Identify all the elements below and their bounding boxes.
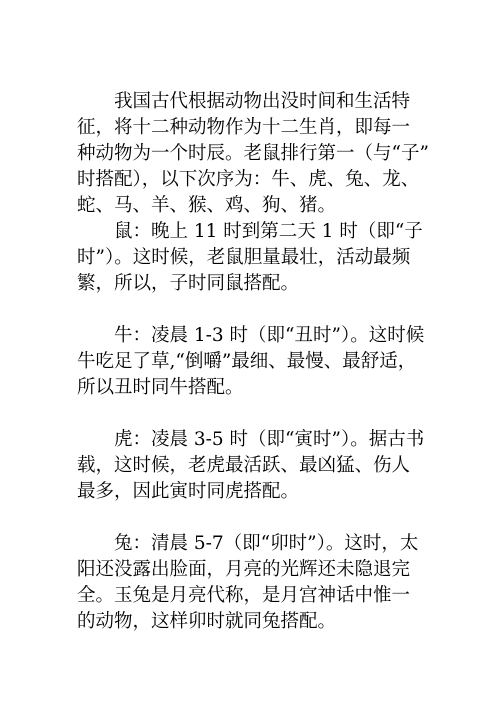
text-line: 虎：凌晨 3-5 时（即“寅时”）。据古书 xyxy=(77,429,425,450)
text-line: 所以丑时同牛搭配。 xyxy=(77,377,244,398)
text-line: 牛：凌晨 1-3 时（即“丑时”）。这时候 xyxy=(77,325,425,346)
text-line: 鼠：晚上 11 时到第二天 1 时（即“子 xyxy=(77,221,423,242)
paragraph-tiger xyxy=(77,427,437,505)
text-line: 载，这时候，老虎最活跃、最凶猛、伤人 xyxy=(77,455,411,476)
text-line: 兔：清晨 5-7（即“卯时”）。这时，太 xyxy=(77,533,419,554)
text-line: 全。玉兔是月亮代称，是月宫神话中惟一 xyxy=(77,585,411,606)
text-line: 阳还没露出脸面，月亮的光辉还未隐退完 xyxy=(77,559,411,580)
text-line: 我国古代根据动物出没时间和生活特 xyxy=(77,91,411,112)
text-line: 种动物为一个时辰。老鼠排行第一（与“子” xyxy=(77,143,429,164)
text-line: 时”）。这时候，老鼠胆量最壮，活动最频 xyxy=(77,247,411,268)
text-line: 的动物，这样卯时就同兔搭配。 xyxy=(77,611,337,632)
text-line: 最多，因此寅时同虎搭配。 xyxy=(77,481,300,502)
text-line: 牛吃足了草,“倒嚼”最细、最慢、最舒适， xyxy=(77,351,417,372)
text-line: 繁，所以，子时同鼠搭配。 xyxy=(77,273,300,294)
paragraph-rat xyxy=(77,219,437,297)
text-line: 征，将十二种动物作为十二生肖，即每一 xyxy=(77,117,411,138)
text-line: 蛇、马、羊、猴、鸡、狗、猪。 xyxy=(77,195,337,216)
paragraph-ox xyxy=(77,323,437,401)
text-line: 时搭配），以下次序为：牛、虎、兔、龙、 xyxy=(77,169,420,190)
paragraph-rabbit xyxy=(77,531,437,635)
paragraph-intro xyxy=(77,89,437,219)
